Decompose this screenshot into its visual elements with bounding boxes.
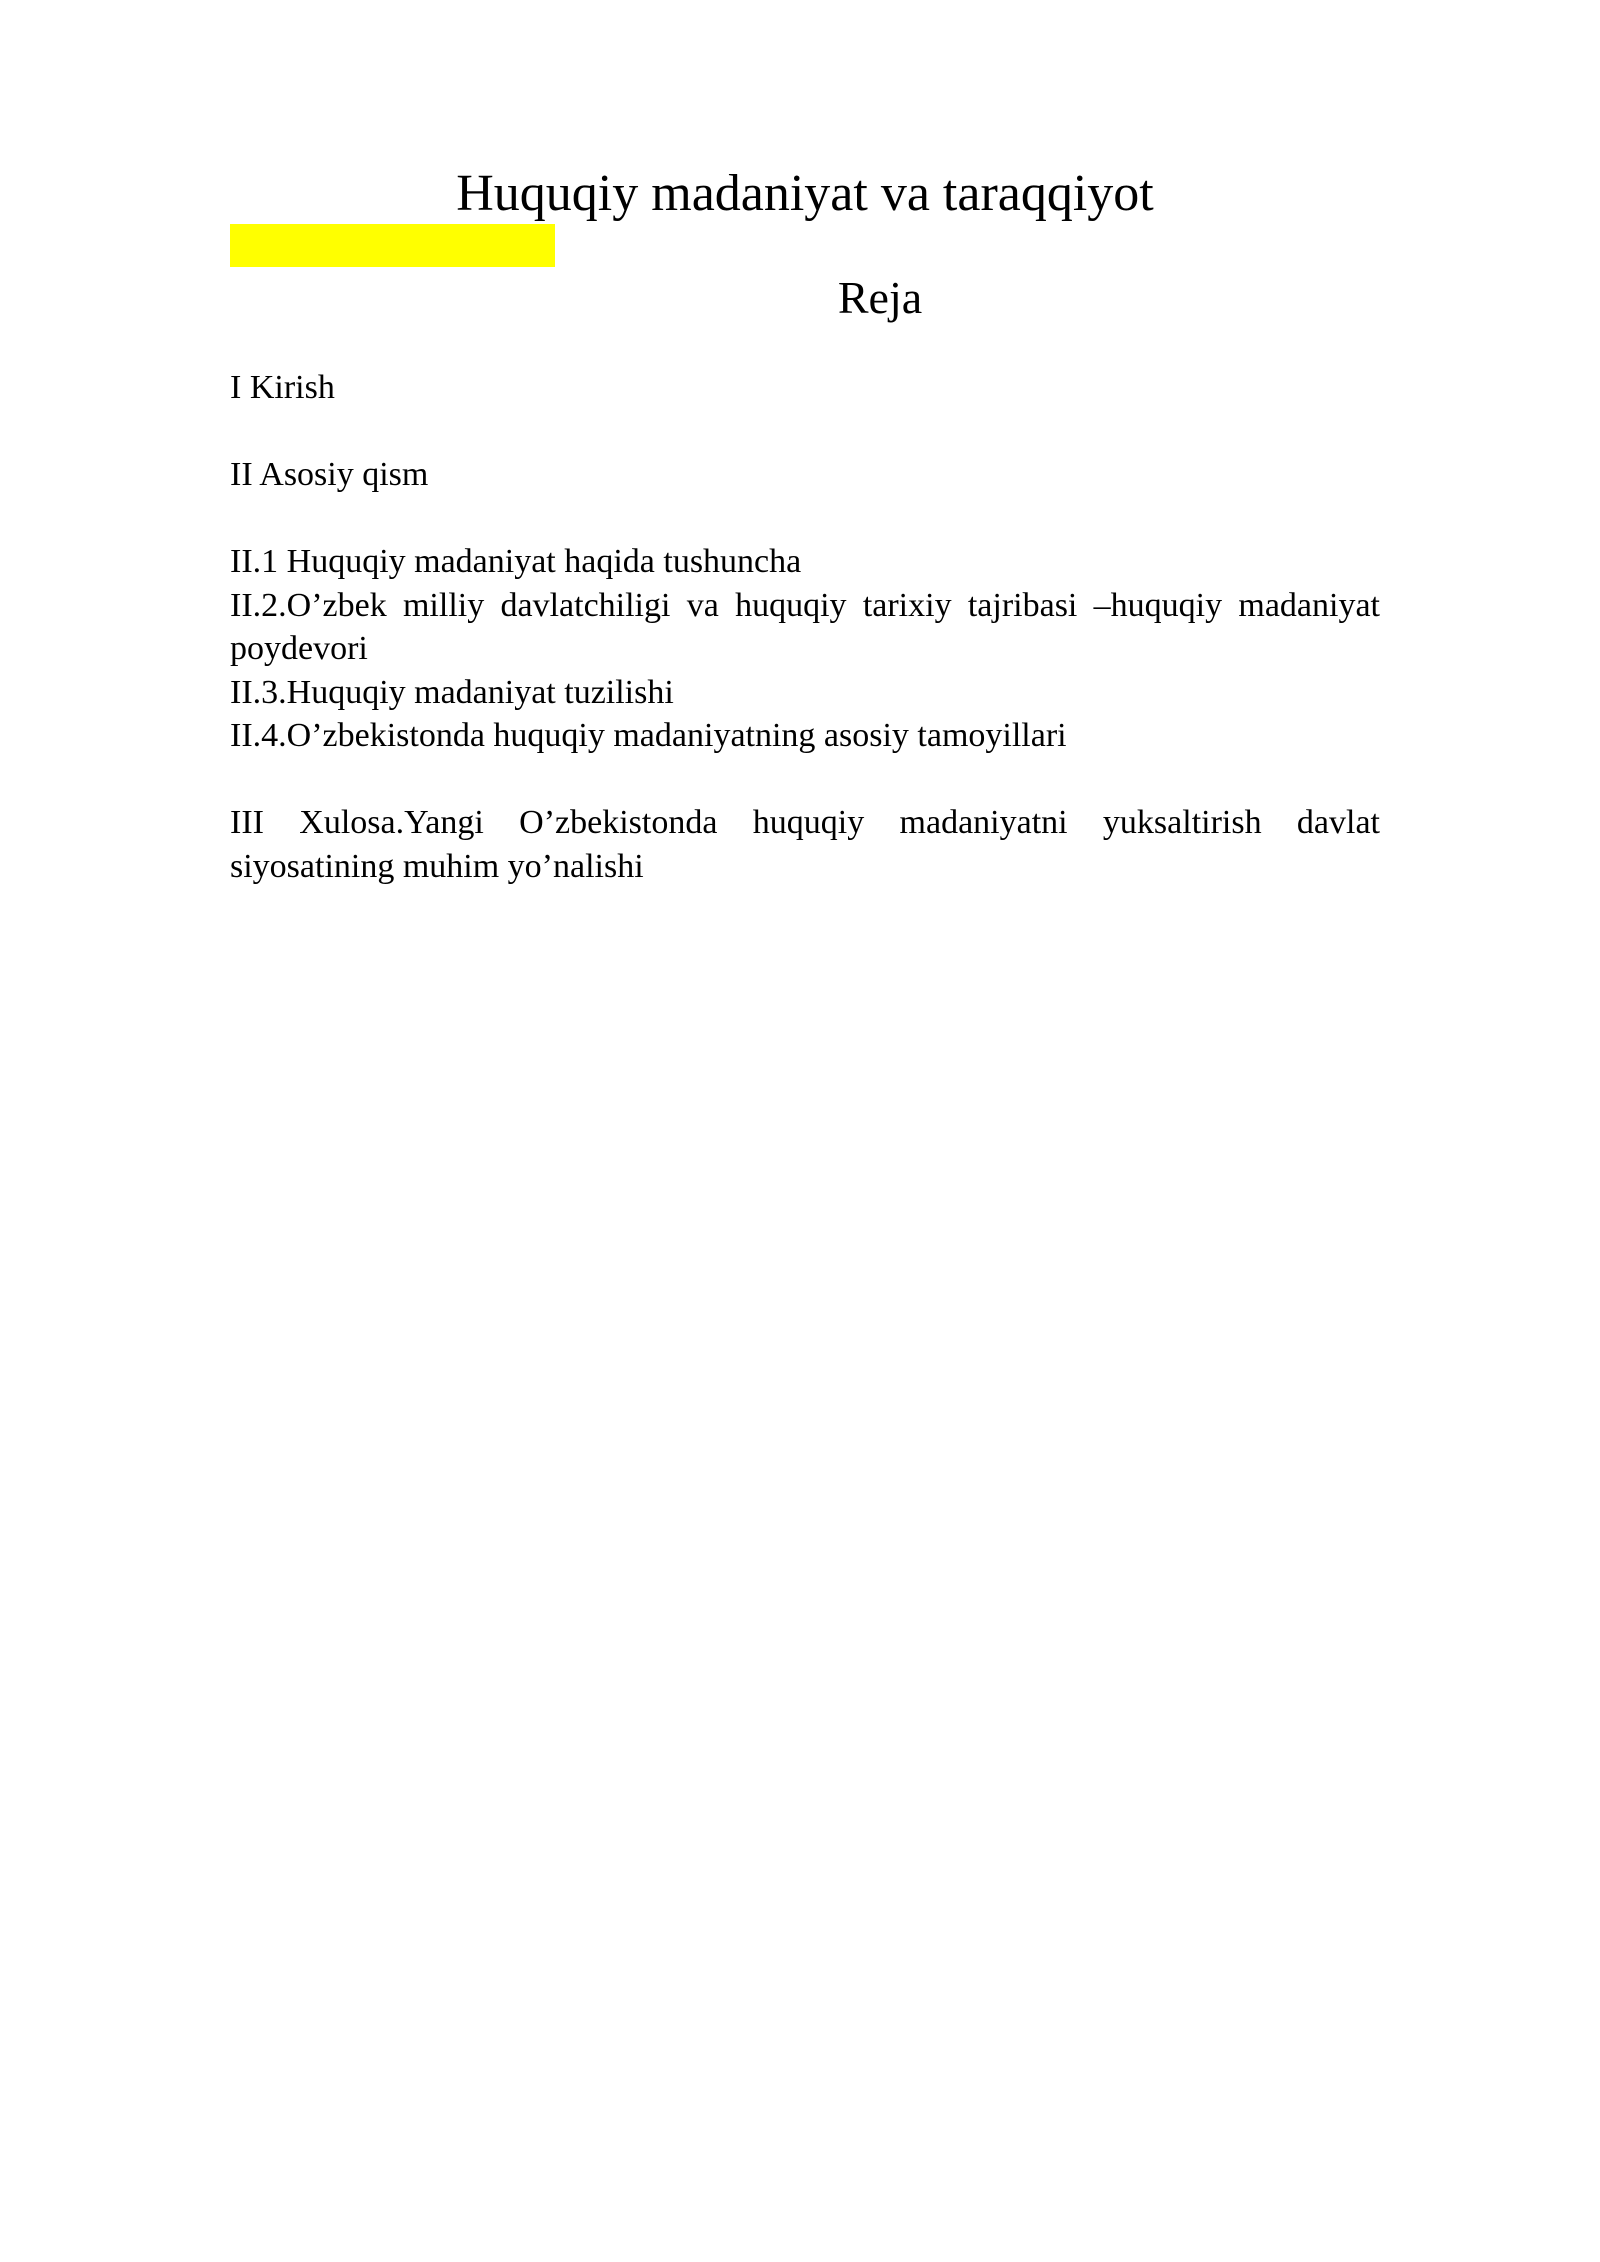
- outline-section-1: II.1 Huquqiy madaniyat haqida tushuncha: [230, 543, 802, 580]
- outline-main-part: II Asosiy qism: [230, 456, 429, 493]
- yellow-highlight-mark: [230, 224, 555, 267]
- outline-conclusion: III Xulosa.Yangi O’zbekistonda huquqiy madaniyatni yuksaltirish davlat siyosatining muhim yo’nalishi: [230, 804, 1380, 885]
- plan-heading: Reja: [837, 272, 923, 323]
- outline-intro: I Kirish: [230, 369, 335, 406]
- outline-section-3: II.3.Huquqiy madaniyat tuzilishi: [230, 673, 674, 711]
- document-title: Huquqiy madaniyat va taraqqiyot: [456, 165, 1154, 222]
- outline-section-4: II.4.O’zbekistonda huquqiy madaniyatning asosiy tamoyillari: [230, 717, 1067, 754]
- outline-section-2: II.2.O’zbek milliy davlatchiligi va huquqiy tarixiy tajribasi –huquqiy madaniyat poydevori: [230, 586, 1380, 667]
